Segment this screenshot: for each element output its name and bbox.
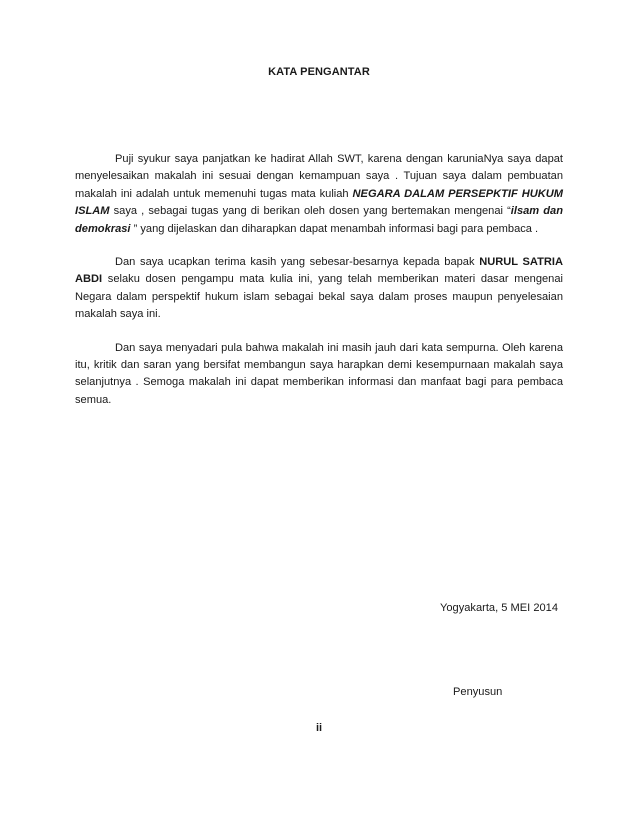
- place-date: Yogyakarta, 5 MEI 2014: [440, 602, 559, 614]
- paragraph-intro-text-1: Puji syukur saya panjatkan ke hadirat Allah SWT, karena dengan karuniaNya saya dapat menyelesaikan makalah ini sesuai dengan kemampuan saya . Tujuan saya dalam pembuatan makalah ini adalah untuk memenuhi tugas mata kuliah: [75, 153, 563, 200]
- paragraph-closing: Dan saya menyadari pula bahwa makalah ini masih jauh dari kata sempurna. Oleh karena itu, kritik dan saran yang bersifat membangun saya harapkan demi kesempurnaan makalah saya selanjutnya . Semoga makalah ini dapat memberikan informasi dan manfaat bagi para pembaca semua.: [75, 341, 563, 406]
- page-title: KATA PENGANTAR: [268, 66, 370, 78]
- course-name: NEGARA DALAM PERSEPKTIF HUKUM ISLAM: [75, 187, 563, 218]
- lecturer-name: NURUL SATRIA ABDI: [75, 256, 563, 286]
- paragraph-thanks: [75, 254, 563, 324]
- paragraph-intro-text-2: saya , sebagai tugas yang di berikan oleh dosen yang bertemakan mengenai “: [109, 205, 511, 218]
- theme-name: ilsam dan demokrasi: [75, 205, 563, 235]
- signer-label: Penyusun: [453, 686, 503, 698]
- paragraph-intro: [75, 151, 563, 238]
- document-body: [75, 151, 563, 425]
- page-number: ii: [315, 722, 323, 734]
- paragraph-thanks-text-2: selaku dosen pengampu mata kulia ini, yang telah memberikan materi dasar mengenai Negara dalam perspektif hukum islam sebagai bekal saya dalam proses maupun penyelesaian makalah saya ini.: [75, 273, 563, 321]
- paragraph-intro-text-3: ” yang dijelaskan dan diharapkan dapat menambah informasi bagi para pembaca .: [130, 222, 539, 235]
- paragraph-thanks-text-1: Dan saya ucapkan terima kasih yang sebesar-besarnya kepada bapak: [115, 256, 480, 269]
